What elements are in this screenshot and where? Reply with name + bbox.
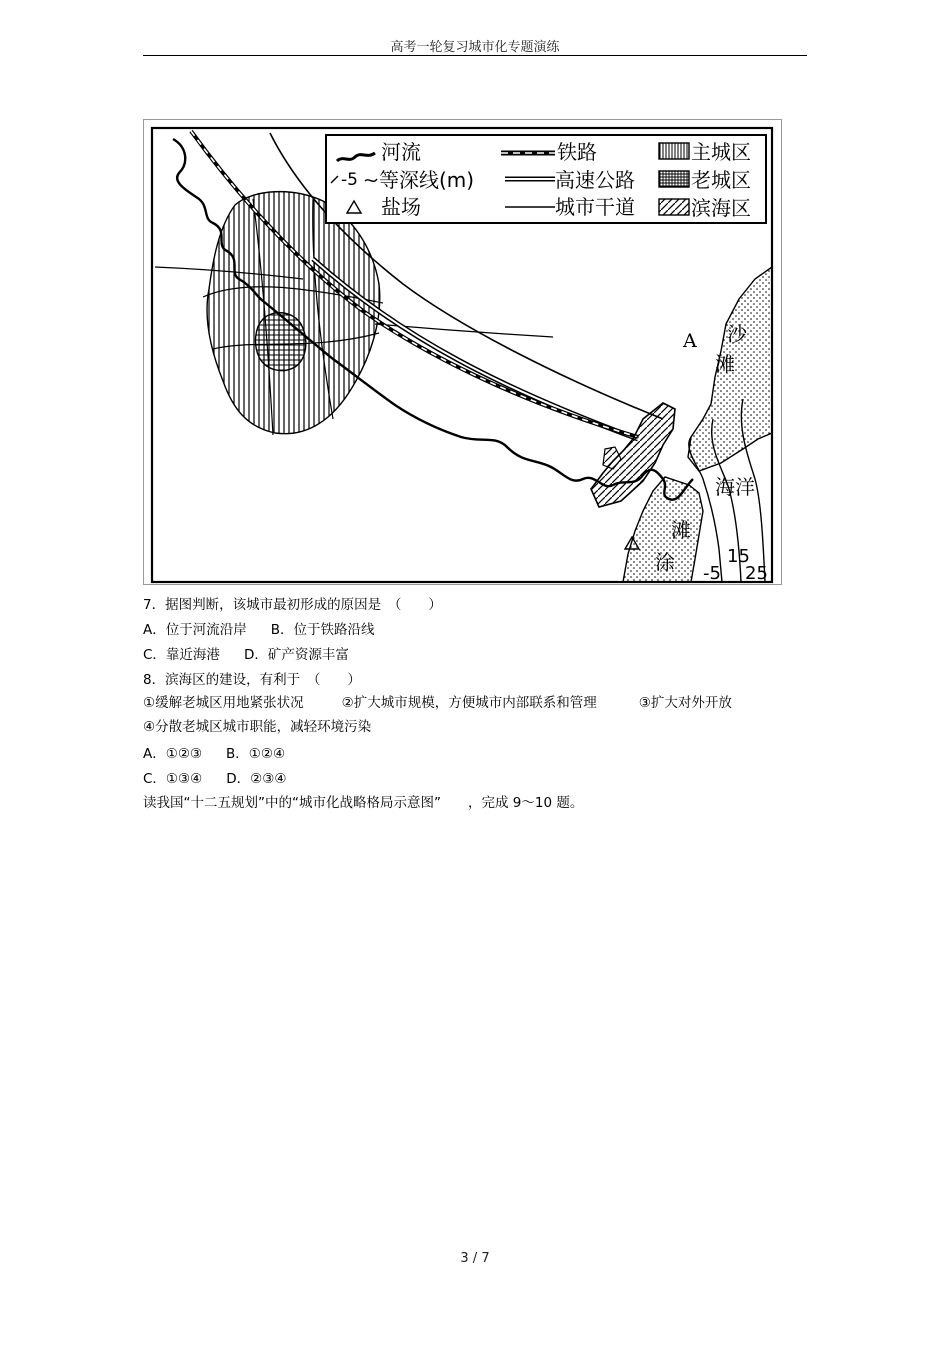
label-tidal-flat-2: 涂 <box>655 550 675 574</box>
legend-contour-label: 等深线(m) <box>379 168 475 192</box>
question-8-option-c: C．①③④ <box>143 771 203 787</box>
legend-contour-sample: -5 <box>341 170 358 190</box>
legend-binhai-label: 滨海区 <box>691 196 751 220</box>
page-number: 3 / 7 <box>460 1251 490 1266</box>
legend-salt-field-label: 盐场 <box>381 195 421 219</box>
question-8-options-row-1 <box>143 745 285 763</box>
legend-main-city-label: 主城区 <box>691 140 751 164</box>
question-7-stem: 7．据图判断，该城市最初形成的原因是 （ ） <box>143 597 442 613</box>
question-7-option-c: C．靠近海港 <box>143 647 220 663</box>
header-rule <box>143 55 807 56</box>
question-8-option-a: A．①②③ <box>143 746 203 762</box>
legend-railway-label: 铁路 <box>557 140 597 164</box>
question-7-options-row-2 <box>143 646 349 664</box>
question-8-option-d: D．②③④ <box>226 771 287 787</box>
label-sand-beach-1: 沙 <box>727 322 747 346</box>
legend-river-label: 河流 <box>381 140 421 164</box>
question-8-statement-1: ①缓解老城区用地紧张状况 <box>143 695 304 711</box>
next-questions-intro: 读我国“十二五规划”中的“城市化战略格局示意图” ，完成 9～10 题。 <box>143 795 584 811</box>
label-sand-beach-2: 滩 <box>715 352 735 376</box>
old-city-area <box>256 313 306 371</box>
label-point-a: A <box>683 330 697 352</box>
question-8-statement-3: ③扩大对外开放 <box>638 695 732 711</box>
page-header: 高考一轮复习城市化专题演练 <box>390 40 560 55</box>
question-8-statements-row-1 <box>143 694 732 712</box>
legend-main-city-symbol <box>659 143 689 159</box>
question-7-options-row-1 <box>143 621 375 639</box>
legend-old-city-label: 老城区 <box>691 168 751 192</box>
question-8-stem: 8．滨海区的建设，有利于 （ ） <box>143 672 361 688</box>
question-8-statement-2: ②扩大城市规模，方便城市内部联系和管理 <box>341 695 597 711</box>
question-7-option-b: B．位于铁路沿线 <box>270 622 375 638</box>
label-ocean: 海洋 <box>715 475 755 499</box>
label-depth-15: 15 <box>727 546 750 567</box>
legend-expressway-label: 高速公路 <box>555 168 635 192</box>
label-depth-minus5: -5 <box>703 563 721 584</box>
city-map-figure <box>143 119 782 585</box>
label-depth-25: 25 <box>745 563 768 584</box>
legend-binhai-symbol <box>659 199 689 215</box>
question-7-option-d: D．矿产资源丰富 <box>243 647 349 663</box>
question-8-statement-4: ④分散老城区城市职能，减轻环境污染 <box>143 719 372 735</box>
legend-trunk-road-label: 城市干道 <box>555 195 635 219</box>
question-8-option-b: B．①②④ <box>226 746 286 762</box>
question-8-options-row-2 <box>143 770 286 788</box>
legend-old-city-symbol <box>659 171 689 187</box>
question-7-option-a: A．位于河流沿岸 <box>143 622 247 638</box>
label-tidal-flat-1: 滩 <box>671 518 691 542</box>
